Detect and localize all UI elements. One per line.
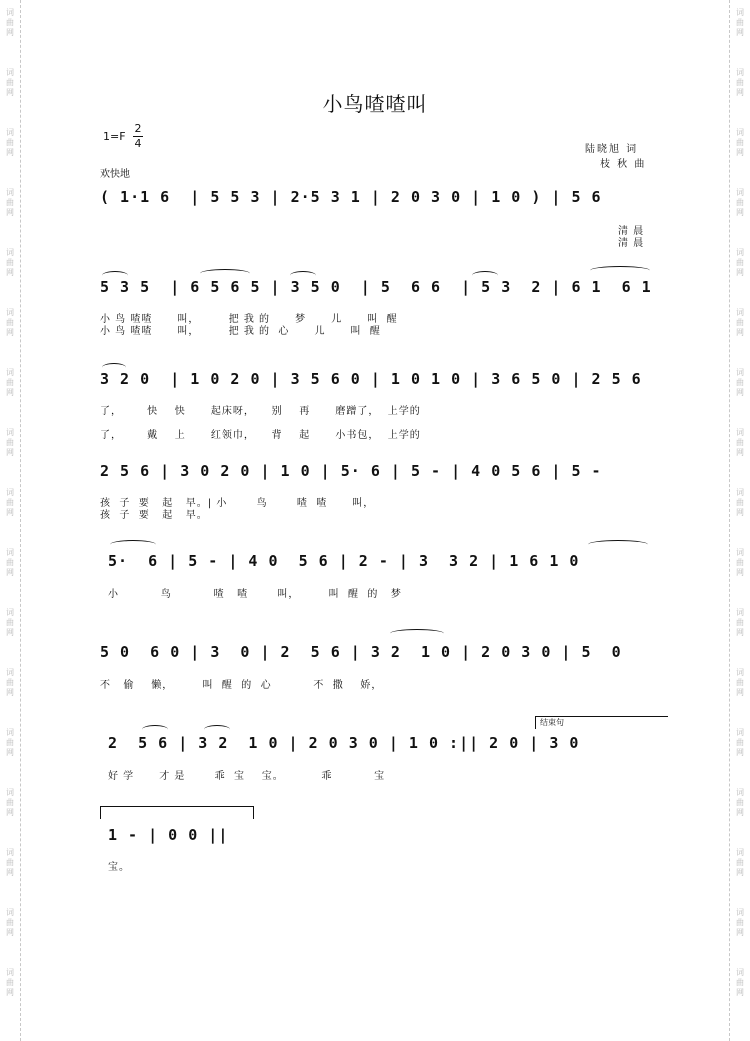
time-signature: [133, 122, 143, 151]
watermark-stamp: 词 曲 网: [6, 308, 14, 337]
watermark-stamp: 词 曲 网: [6, 608, 14, 637]
slur: [204, 725, 230, 734]
lyric-row-2-verse-1: 小 鸟 喳喳 叫， 把 我 的 梦 儿 叫 醒: [100, 314, 398, 325]
watermark-stamp: 词 曲 网: [736, 68, 744, 97]
watermark-stamp: 词 曲 网: [6, 908, 14, 937]
key-signature: 1=F: [103, 130, 126, 143]
notes-row-1: ( 1·1 6 | 5 5 3 | 2·5 3 1 | 2 0 3 0 | 1 0 ) | 5 6: [100, 188, 602, 206]
time-signature-bottom: 4: [134, 137, 142, 150]
composer-credit: 枝 秋 曲: [600, 159, 647, 170]
slur: [390, 629, 444, 638]
watermark-stamp: 词 曲 网: [6, 188, 14, 217]
watermark-stamp: 词 曲 网: [6, 848, 14, 877]
watermark-stamp: 词 曲 网: [736, 188, 744, 217]
lyric-row-4-verse-2: 孩 子 要 起 早。: [100, 510, 208, 521]
lyric-row-1-verse-2: 清 晨: [618, 238, 645, 249]
watermark-stamp: 词 曲 网: [736, 968, 744, 997]
song-title: 小鸟喳喳叫: [322, 92, 428, 116]
watermark-stamp: 词 曲 网: [6, 788, 14, 817]
watermark-stamp: 词 曲 网: [6, 548, 14, 577]
slur: [290, 271, 316, 280]
watermark-stamp: 词 曲 网: [736, 128, 744, 157]
watermark-stamp: 词 曲 网: [736, 608, 744, 637]
watermark-stamp: 词 曲 网: [6, 668, 14, 697]
time-signature-top: 2: [134, 122, 142, 135]
slur: [142, 725, 168, 734]
slur: [472, 271, 498, 280]
watermark-stamp: 词 曲 网: [6, 248, 14, 277]
watermark-stamp: 词 曲 网: [736, 368, 744, 397]
lyric-row-8: 宝。: [108, 862, 130, 873]
lyric-row-4-verse-1: 孩 子 要 起 早。| 小 鸟 喳 喳 叫，: [100, 498, 375, 509]
notes-row-7: 2 5 6 | 3 2 1 0 | 2 0 3 0 | 1 0 :|| 2 0 | 3 0: [108, 734, 580, 752]
slur: [200, 269, 250, 278]
watermark-stamp: 词 曲 网: [736, 488, 744, 517]
tempo-marking: 欢快地: [100, 169, 130, 180]
lyric-row-7: 好 学 才 是 乖 宝 宝。 乖 宝: [108, 771, 386, 782]
watermark-stamp: 词 曲 网: [6, 128, 14, 157]
volta-label: 结束句: [540, 718, 564, 727]
lyric-row-6: 不 偷 懒， 叫 醒 的 心 不 撒 娇，: [100, 680, 383, 691]
lyricist-credit: 陆晓旭 词: [585, 144, 639, 155]
lyric-row-3-verse-2: 了， 戴 上 红领巾， 背 起 小书包， 上学的: [100, 430, 421, 441]
watermark-stamp: 词 曲 网: [6, 368, 14, 397]
notes-row-5: 5· 6 | 5 - | 4 0 5 6 | 2 - | 3 3 2 | 1 6 1 0: [108, 552, 580, 570]
notes-row-6: 5 0 6 0 | 3 0 | 2 5 6 | 3 2 1 0 | 2 0 3 0 | 5 0: [100, 643, 622, 661]
watermark-stamp: 词 曲 网: [736, 8, 744, 37]
lyric-row-2-verse-2: 小 鸟 喳喳 叫， 把 我 的 心 儿 叫 醒: [100, 326, 381, 337]
watermark-stamp: 词 曲 网: [736, 428, 744, 457]
watermark-stamp: 词 曲 网: [6, 428, 14, 457]
watermark-stamp: 词 曲 网: [736, 668, 744, 697]
watermark-stamp: 词 曲 网: [736, 728, 744, 757]
watermark-stamp: 词 曲 网: [736, 248, 744, 277]
watermark-stamp: 词 曲 网: [6, 968, 14, 997]
lyric-row-1-verse-1: 清 晨: [618, 226, 645, 237]
slur: [110, 540, 156, 549]
notes-row-4: 2 5 6 | 3 0 2 0 | 1 0 | 5· 6 | 5 - | 4 0 5 6 | 5 -: [100, 462, 602, 480]
watermark-stamp: 词 曲 网: [6, 728, 14, 757]
watermark-stamp: 词 曲 网: [6, 8, 14, 37]
notes-row-3: 3 2 0 | 1 0 2 0 | 3 5 6 0 | 1 0 1 0 | 3 6 5 0 | 2 5 6: [100, 370, 642, 388]
watermark-stamp: 词 曲 网: [6, 68, 14, 97]
watermark-stamp: 词 曲 网: [6, 488, 14, 517]
volta-bracket-end: [100, 806, 254, 819]
lyric-row-3-verse-1: 了， 快 快 起床呀， 别 再 磨蹭了， 上学的: [100, 406, 421, 417]
score-row-1: [100, 188, 670, 228]
slur: [590, 266, 650, 275]
watermark-stamp: 词 曲 网: [736, 848, 744, 877]
watermark-stamp: 词 曲 网: [736, 548, 744, 577]
slur: [102, 363, 126, 372]
watermark-stamp: 词 曲 网: [736, 788, 744, 817]
watermark-stamp: 词 曲 网: [736, 308, 744, 337]
score-row-8: [108, 826, 308, 866]
lyric-row-5: 小 鸟 喳 喳 叫， 叫 醒 的 梦: [108, 589, 402, 600]
slur: [588, 540, 648, 549]
slur: [102, 271, 128, 280]
watermark-stamp: 词 曲 网: [736, 908, 744, 937]
notes-row-8: 1 - | 0 0 ||: [108, 826, 229, 844]
notes-row-2: 5 3 5 | 6 5 6 5 | 3 5 0 | 5 6 6 | 5 3 2 | 6 1 6 1: [100, 278, 652, 296]
